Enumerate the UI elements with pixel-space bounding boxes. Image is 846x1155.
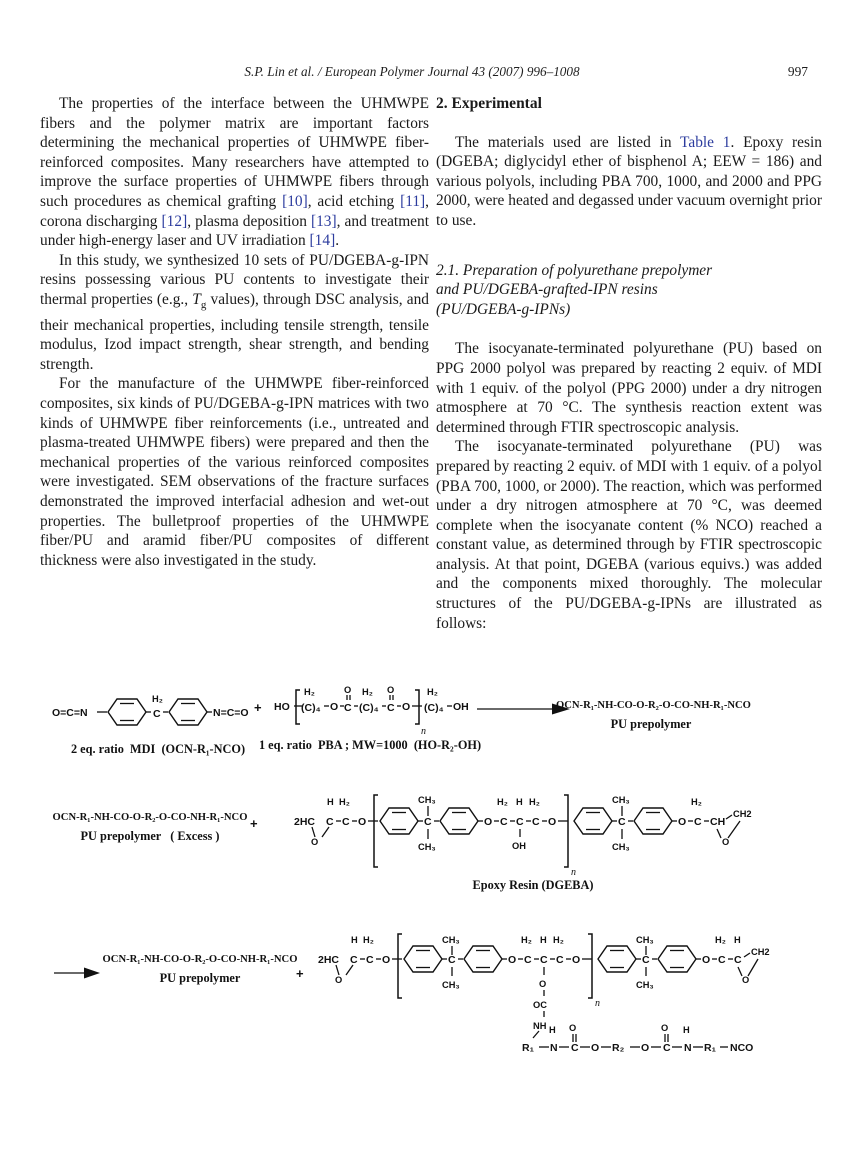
bracket	[415, 690, 419, 724]
atom-ocn: O=C=N	[52, 707, 88, 719]
mdi-label: 2 eq. ratio MDI (OCN-R₁-NCO)	[70, 742, 246, 756]
bracket	[398, 934, 402, 998]
citation-link-13[interactable]: [13]	[310, 212, 337, 230]
atom-c: C	[524, 954, 532, 966]
atom-c: C	[326, 816, 334, 828]
atom-o: O	[641, 1042, 650, 1054]
atom-c: C	[424, 816, 432, 828]
paragraph-intro-interface	[40, 94, 429, 251]
mdi-structure	[52, 690, 264, 736]
atom-o: O	[484, 816, 493, 828]
atom-h: H	[351, 935, 358, 945]
atom-o-carbonyl: O	[661, 1023, 669, 1033]
subscript-n: n	[421, 726, 426, 737]
atom-r1: R₁	[522, 1042, 534, 1054]
atom-ch3: CH₃	[442, 935, 460, 945]
atom-c: C	[694, 816, 702, 828]
text-run: The properties of the interface between the UHMWPE fibers and the polymer matrix are important factors determining the mechanical properties of UHMWPE fiber-reinforced composites. Many researchers have attempted to improve the surface properties of UHMWPE fibers through such procedures as chemical grafting	[40, 95, 429, 210]
section-heading-experimental: 2. Experimental	[436, 95, 542, 112]
atom-oc: OC	[533, 1000, 547, 1010]
atom-c: C	[556, 954, 564, 966]
atom-ch: CH	[710, 816, 726, 828]
benzene-ring	[464, 946, 502, 972]
atom-o-carbonyl: O	[387, 685, 395, 695]
atom-ch3: CH₃	[442, 980, 460, 990]
citation-link-10[interactable]: [10]	[282, 192, 308, 210]
atom-h2: H₂	[362, 687, 373, 697]
text-run: , corona discharging	[40, 192, 430, 230]
atom-n: N	[684, 1042, 692, 1054]
atom-ch2: CH2	[751, 947, 770, 957]
subheading-line-2: and PU/DGEBA-grafted-IPN resins	[436, 281, 658, 299]
atom-ch2: CH2	[733, 809, 752, 819]
paragraph-pba-synthesis: The isocyanate-terminated polyurethane (PU) was prepared by reacting 2 equiv. of MDI with 1 equiv. of a polyol (PBA 700, 1000, or 2000). The reaction, which was performed under a dry nitrogen atmosphere at 70 °C, was deemed complete when the isocyanate content (% NCO) reached a constant value, as determined through by FTIR spectroscopic analysis. At that point, DGEBA (various equivs.) was added and the components mixed thoroughly. The molecular structures of the PU/DGEBA-g-IPNs are illustrated as follows:	[436, 438, 822, 632]
atom-o: O	[548, 816, 557, 828]
benzene-ring	[598, 946, 636, 972]
atom-h: H	[327, 797, 334, 807]
atom-o: O	[678, 816, 687, 828]
atom-h2: H₂	[152, 694, 163, 704]
citation-link-14[interactable]: [14]	[309, 232, 336, 250]
pu-prepolymer-reactant	[100, 954, 300, 986]
tg-subscript: g	[200, 299, 207, 312]
subheading-line-1: 2.1. Preparation of polyurethane prepolymer	[436, 261, 713, 279]
atom-r2: R₂	[612, 1042, 625, 1054]
atom-c: C	[516, 816, 524, 828]
atom-o-epoxide: O	[722, 837, 730, 847]
atom-c: C	[387, 702, 395, 714]
atom-o-epoxide: O	[335, 975, 343, 985]
page-number: 997	[787, 64, 808, 79]
subscript-n: n	[595, 998, 600, 1009]
atom-nco: N=C=O	[213, 707, 249, 719]
atom-c: C	[642, 954, 650, 966]
atom-c: C	[153, 708, 161, 720]
text-run: values), through DSC analysis, and their mechanical properties, including tensile strength, tensile modulus, Izod impact strength, shear strength, and bending strength.	[40, 290, 429, 373]
atom-h: H	[683, 1025, 690, 1035]
atom-o: O	[330, 701, 339, 713]
atom-h: H	[549, 1025, 556, 1035]
pba-label: 1 eq. ratio PBA ; MW=1000 (HO-R₂-OH)	[258, 738, 482, 752]
atom-h2: H₂	[339, 797, 350, 807]
atom-oh: OH	[512, 841, 526, 851]
pu-prepolymer-formula: OCN-R₁-NH-CO-O-R₂-O-CO-NH-R₁-NCO	[102, 954, 298, 965]
atom-h: H	[516, 797, 523, 807]
benzene-ring	[658, 946, 696, 972]
atom-c: C	[540, 954, 548, 966]
pu-prepolymer-product	[556, 700, 751, 732]
bracket	[588, 934, 592, 998]
pu-prepolymer-excess	[44, 812, 256, 844]
atom-ch3: CH₃	[418, 795, 436, 805]
atom-o: O	[539, 979, 547, 989]
benzene-ring	[169, 699, 207, 725]
subheading-line-3: (PU/DGEBA-g-IPNs)	[436, 300, 571, 318]
running-head-citation: S.P. Lin et al. / European Polymer Journal 43 (2007) 996–1008	[244, 64, 580, 79]
citation-link-12[interactable]: [12]	[161, 212, 188, 230]
atom-c: C	[500, 816, 508, 828]
pu-prepolymer-formula: OCN-R₁-NH-CO-O-R₂-O-CO-NH-R₁-NCO	[52, 812, 248, 823]
atom-h2: H₂	[521, 935, 532, 945]
atom-c: C	[571, 1042, 579, 1054]
reaction-arrow	[54, 966, 100, 980]
benzene-ring	[634, 808, 672, 834]
left-column	[40, 94, 429, 570]
atom-2hc: 2HC	[294, 816, 316, 828]
paragraph-ppg-synthesis: The isocyanate-terminated polyurethane (PU) based on PPG 2000 polyol was prepared by reacting 2 equiv. of MDI with 1 equiv. of the polyol (PPG 2000) under a dry nitrogen atmosphere at 70 °C. The synthesis reaction extent was determined through FTIR spectroscopic analysis.	[436, 340, 822, 436]
atom-c4: (C)₄	[424, 702, 444, 714]
atom-o: O	[572, 954, 581, 966]
bracket	[296, 690, 300, 724]
atom-c: C	[718, 954, 726, 966]
atom-c: C	[344, 702, 352, 714]
atom-o: O	[382, 954, 391, 966]
text-run: . Epoxy resin (DGEBA; diglycidyl ether of bisphenol A; EEW = 186) and various polyols, including PBA 700, 1000, and 2000 and PPG 2000, were heated and degassed under vacuum overnight prior to use.	[436, 133, 822, 229]
atom-o-carbonyl: O	[344, 685, 352, 695]
atom-c4: (C)₄	[359, 702, 379, 714]
text-run: , and treatment under high-energy laser and UV irradiation	[40, 212, 429, 250]
bracket	[374, 795, 378, 867]
atom-o: O	[402, 701, 411, 713]
paragraph-materials	[436, 133, 822, 231]
benzene-ring	[380, 808, 418, 834]
atom-c: C	[532, 816, 540, 828]
text-run: The materials used are listed in	[455, 133, 681, 151]
atom-r1: R₁	[704, 1042, 716, 1054]
atom-o: O	[508, 954, 517, 966]
atom-c: C	[618, 816, 626, 828]
atom-h2: H₂	[553, 935, 564, 945]
atom-n: N	[550, 1042, 558, 1054]
atom-o: O	[591, 1042, 600, 1054]
paragraph-composites: For the manufacture of the UHMWPE fiber-reinforced composites, six kinds of PU/DGEBA-g-IPN matrices with two kinds of UHMWPE fiber reinforcements (i.e., untreated and plasma-treated UHMWPE fibers) were prepared and then the mechanical properties of the various reinforced composites were investigated. SEM observations of the fracture surfaces demonstrated the improved interfacial adhesion and wet-out properties. The bulletproof properties of the UHMWPE fiber/PU and aramid fiber/PU composites of different thickness were also investigated in the study.	[40, 375, 429, 569]
atom-h2: H₂	[304, 687, 315, 697]
atom-o-carbonyl: O	[569, 1023, 577, 1033]
plus-sign: +	[296, 966, 304, 981]
benzene-ring	[440, 808, 478, 834]
pu-prepolymer-label: PU prepolymer	[159, 971, 241, 985]
atom-2hc: 2HC	[318, 954, 340, 966]
tg-symbol: T	[192, 290, 201, 308]
atom-h: H	[540, 935, 547, 945]
atom-ch3: CH₃	[612, 795, 630, 805]
citation-link-11[interactable]: [11]	[400, 192, 426, 210]
pba-structure	[274, 684, 476, 742]
text-run: .	[335, 232, 340, 250]
atom-c: C	[448, 954, 456, 966]
benzene-ring	[404, 946, 442, 972]
epoxy-resin-label: Epoxy Resin (DGEBA)	[472, 878, 594, 892]
benzene-ring	[108, 699, 146, 725]
atom-ch3: CH₃	[418, 842, 436, 852]
atom-c4: (C)₄	[301, 702, 321, 714]
atom-ch3: CH₃	[636, 980, 654, 990]
atom-h: H	[734, 935, 741, 945]
atom-h2: H₂	[497, 797, 508, 807]
atom-h2: H₂	[529, 797, 540, 807]
plus-sign: +	[250, 816, 258, 831]
paragraph-study-summary	[40, 251, 429, 375]
text-run: In this study, we synthesized 10 sets of PU/DGEBA-g-IPN resins possessing various PU contents to investigate their thermal properties (e.g.,	[40, 251, 429, 308]
table-1-link[interactable]: Table 1	[680, 133, 731, 151]
atom-c: C	[663, 1042, 671, 1054]
pu-prepolymer-excess-label: PU prepolymer ( Excess )	[80, 829, 220, 843]
atom-o: O	[702, 954, 711, 966]
atom-c: C	[342, 816, 350, 828]
atom-oh: OH	[453, 701, 469, 713]
pu-prepolymer-formula: OCN-R₁-NH-CO-O-R₂-O-CO-NH-R₁-NCO	[556, 700, 751, 711]
atom-h2: H₂	[691, 797, 702, 807]
benzene-ring	[574, 808, 612, 834]
atom-h2: H₂	[427, 687, 438, 697]
atom-h2: H₂	[715, 935, 726, 945]
text-run: , acid etching	[307, 192, 401, 210]
bracket	[564, 795, 568, 867]
atom-ch3: CH₃	[636, 935, 654, 945]
plus-sign: +	[254, 700, 262, 715]
atom-o-epoxide: O	[311, 837, 319, 847]
atom-c: C	[366, 954, 374, 966]
atom-c: C	[350, 954, 358, 966]
atom-o-epoxide: O	[742, 975, 750, 985]
atom-h2: H₂	[363, 935, 374, 945]
grafted-ipn-structure	[318, 932, 788, 1058]
subsection-heading-2-1	[436, 261, 822, 320]
atom-ch3: CH₃	[612, 842, 630, 852]
atom-ho: HO	[274, 701, 290, 713]
atom-c: C	[734, 954, 742, 966]
text-run: , plasma deposition	[187, 212, 311, 230]
subscript-n: n	[571, 867, 576, 878]
dgeba-structure	[294, 785, 756, 881]
atom-o: O	[358, 816, 367, 828]
pu-prepolymer-label: PU prepolymer	[610, 717, 692, 731]
atom-nco: NCO	[730, 1042, 754, 1054]
atom-nh: NH	[533, 1021, 547, 1031]
right-column	[436, 94, 822, 633]
